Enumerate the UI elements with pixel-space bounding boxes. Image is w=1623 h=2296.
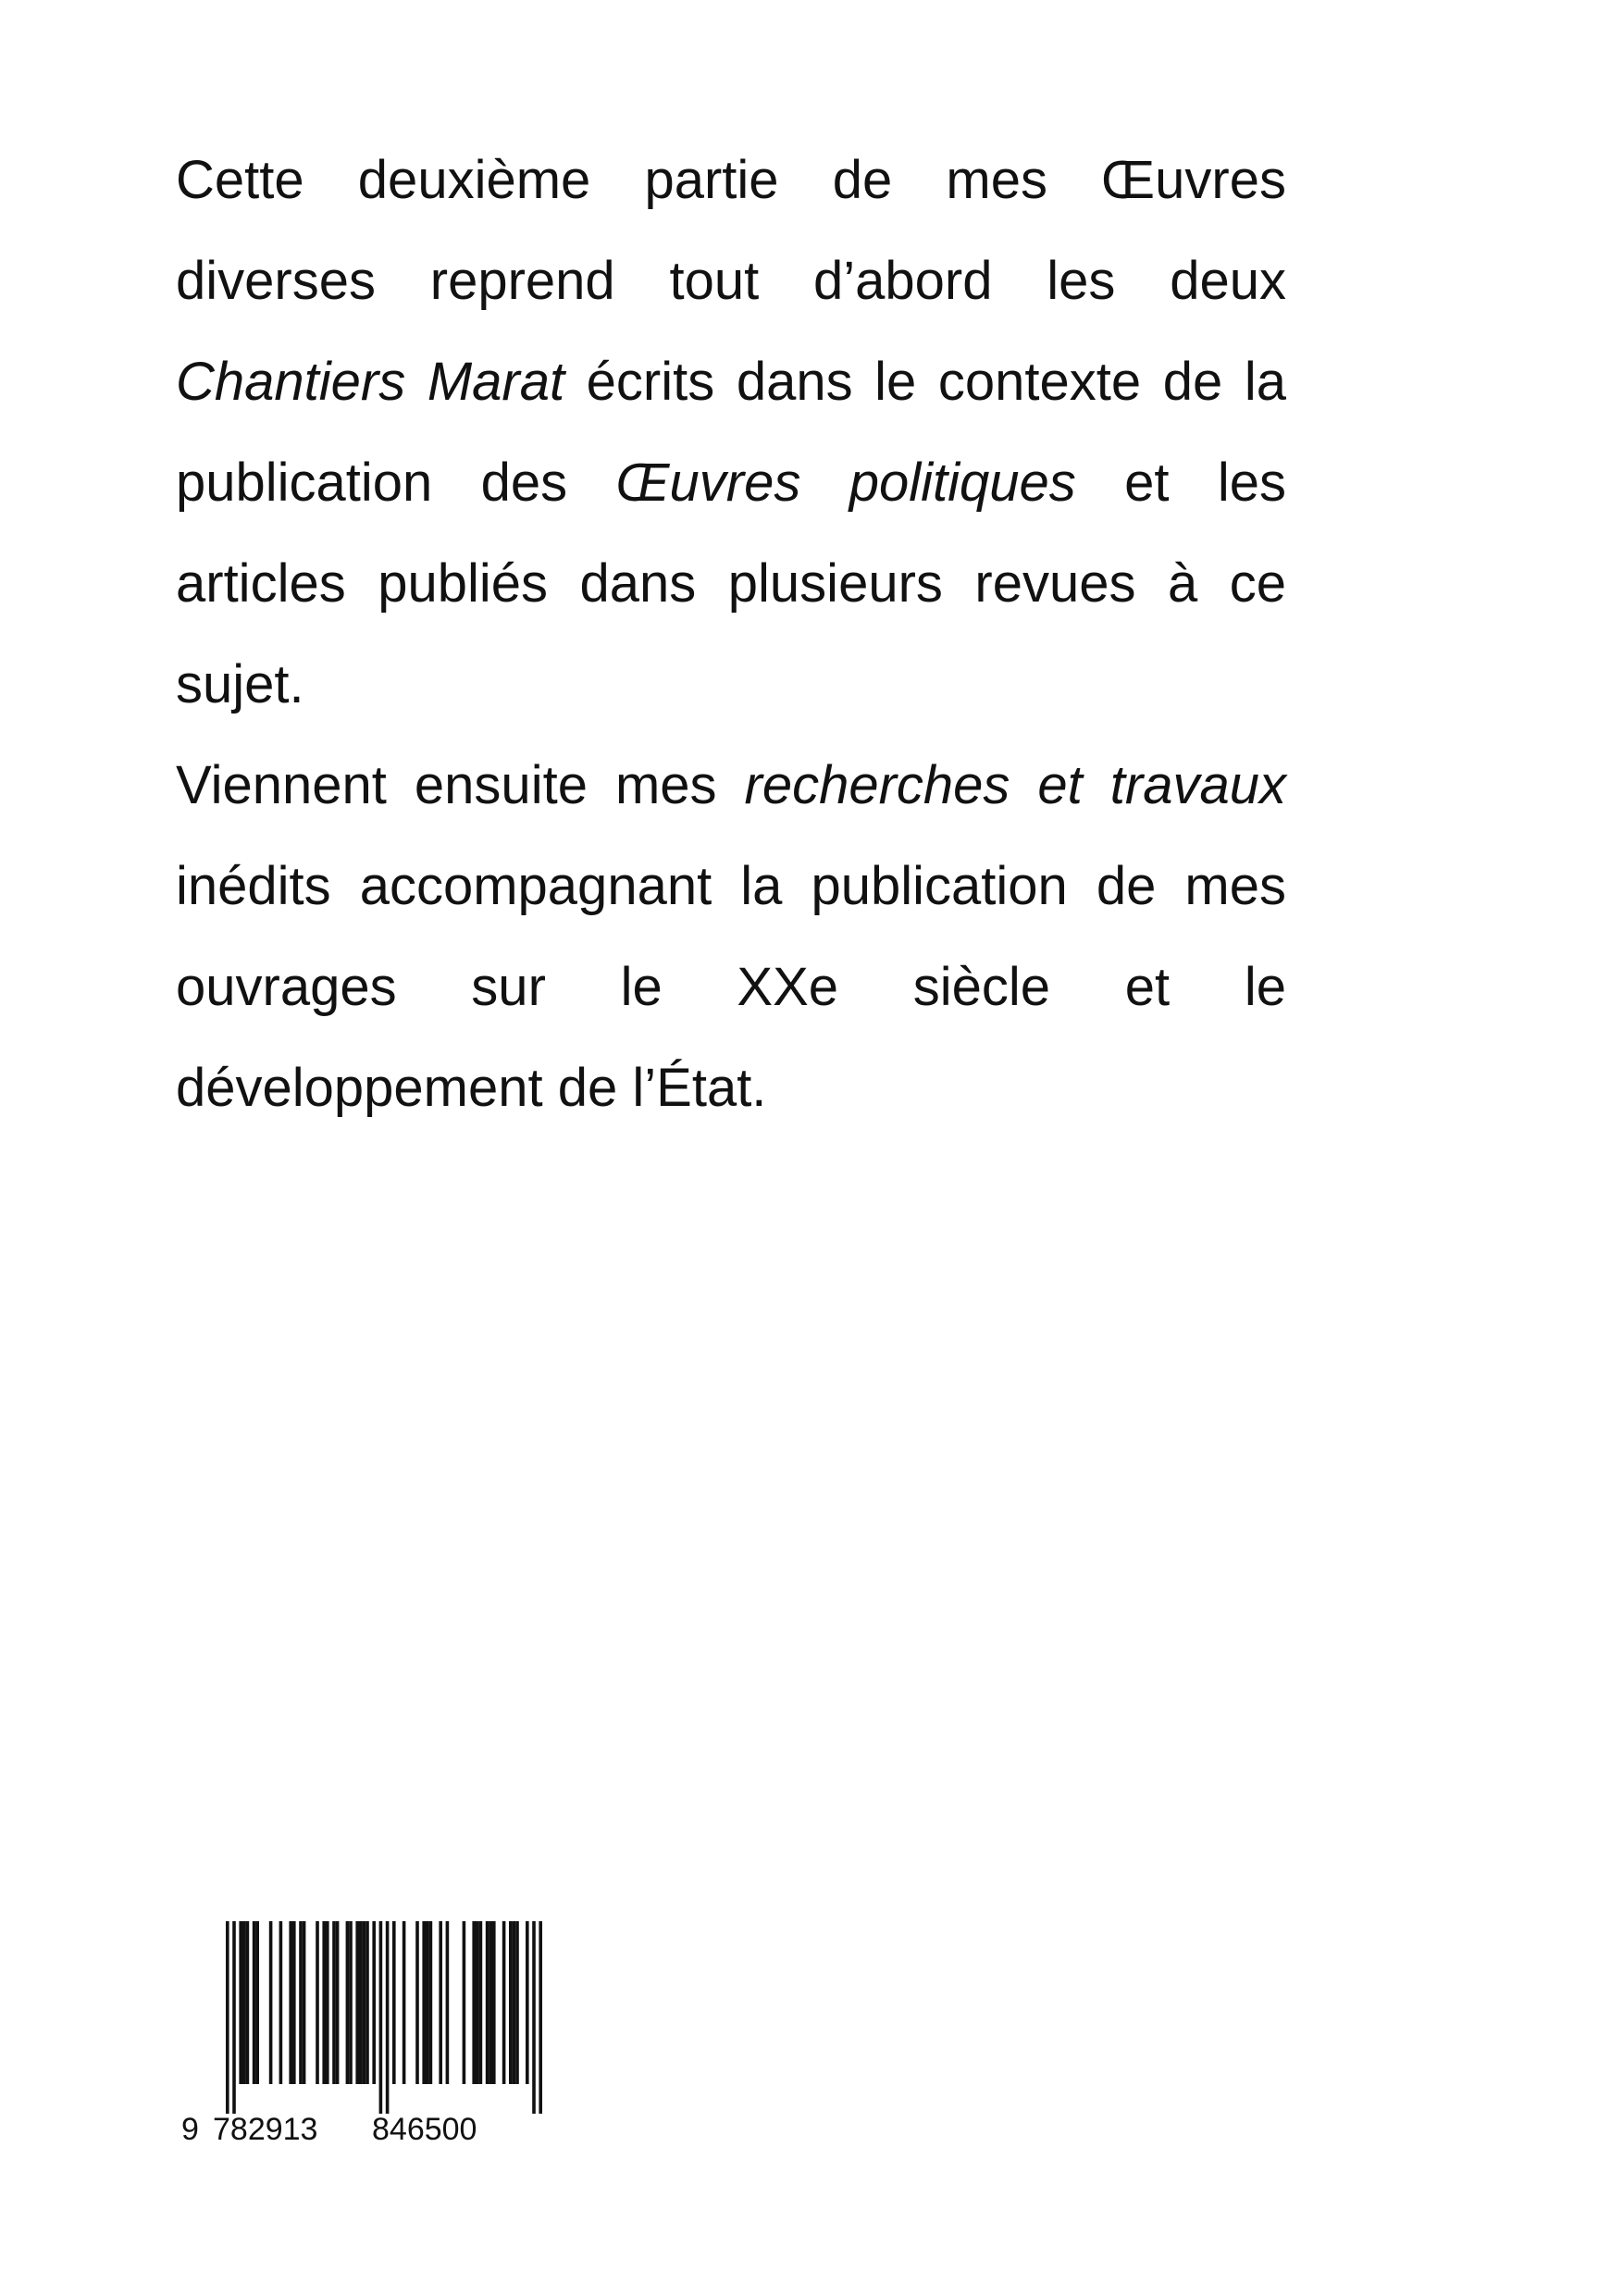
paragraph-1 bbox=[176, 130, 1286, 735]
paragraph-2-text-b: inédits accompagnant la publication de mes ouvrages sur le XXe siècle et le développement de l’État. bbox=[176, 856, 1286, 1118]
barcode-bar bbox=[392, 1921, 396, 2084]
barcode-guard-bar bbox=[226, 1921, 229, 2114]
barcode-bar bbox=[489, 1921, 492, 2084]
barcode-bar bbox=[332, 1921, 336, 2084]
barcode-bar bbox=[355, 1921, 359, 2084]
barcode-bar bbox=[322, 1921, 326, 2084]
barcode-bar bbox=[359, 1921, 363, 2084]
barcode-bar bbox=[426, 1921, 429, 2084]
barcode-digits-right: 846500 bbox=[372, 2112, 477, 2147]
barcode-bar bbox=[239, 1921, 242, 2084]
barcode-graphic bbox=[176, 1917, 542, 2149]
barcode-bar bbox=[316, 1921, 319, 2084]
barcode-bar bbox=[415, 1921, 419, 2084]
barcode-guard-bar bbox=[539, 1921, 542, 2114]
barcode-bar bbox=[365, 1921, 369, 2084]
barcode-guard-bar bbox=[379, 1921, 383, 2114]
barcode-bar bbox=[346, 1921, 350, 2084]
barcode-guard-bar bbox=[386, 1921, 390, 2114]
barcode-guard-bar bbox=[232, 1921, 236, 2114]
barcode-bar bbox=[372, 1921, 376, 2084]
paragraph-1-text-b: écrits dans le contexte de la publication des bbox=[176, 352, 1286, 513]
barcode-bar bbox=[299, 1921, 303, 2084]
barcode-bar bbox=[336, 1921, 340, 2084]
barcode-bars bbox=[226, 1921, 542, 2114]
barcode-bar bbox=[439, 1921, 442, 2084]
barcode-bar bbox=[253, 1921, 256, 2084]
barcode-bar bbox=[292, 1921, 296, 2084]
paragraph-2 bbox=[176, 735, 1286, 1138]
barcode-bar bbox=[422, 1921, 426, 2084]
barcode-bar bbox=[476, 1921, 479, 2084]
barcode-bar bbox=[463, 1921, 466, 2084]
barcode-bar bbox=[486, 1921, 489, 2084]
barcode-bar bbox=[429, 1921, 433, 2084]
back-cover-text bbox=[176, 130, 1286, 1138]
barcode-digits-left: 782913 bbox=[213, 2112, 318, 2147]
barcode-bar bbox=[289, 1921, 292, 2084]
paragraph-1-italic-title-a: Chantiers Marat bbox=[176, 352, 565, 412]
barcode-bar bbox=[509, 1921, 513, 2084]
barcode-bar bbox=[502, 1921, 506, 2084]
barcode-bar bbox=[403, 1921, 406, 2084]
barcode-bar bbox=[492, 1921, 496, 2084]
barcode-bar bbox=[472, 1921, 476, 2084]
paragraph-2-text-a: Viennent ensuite mes bbox=[176, 755, 745, 815]
paragraph-1-text-c: et les articles publiés dans plusieurs revues à ce sujet. bbox=[176, 453, 1286, 714]
barcode-bar bbox=[279, 1921, 283, 2084]
paragraph-1-text-a: Cette deuxième partie de mes Œuvres diverses reprend tout d’abord les deux bbox=[176, 150, 1286, 311]
barcode-bar bbox=[246, 1921, 250, 2084]
paragraph-1-italic-title-b: Œuvres politiques bbox=[615, 453, 1076, 513]
barcode-bar bbox=[446, 1921, 450, 2084]
barcode-bar bbox=[349, 1921, 353, 2084]
barcode-bar bbox=[269, 1921, 273, 2084]
barcode-bar bbox=[479, 1921, 483, 2084]
barcode-bar bbox=[326, 1921, 329, 2084]
paragraph-2-italic-phrase: recherches et travaux bbox=[744, 755, 1286, 815]
barcode-bar bbox=[303, 1921, 306, 2084]
barcode-bar bbox=[526, 1921, 529, 2084]
barcode-bar bbox=[363, 1921, 366, 2084]
barcode-bar bbox=[242, 1921, 246, 2084]
isbn-barcode bbox=[176, 1917, 542, 2149]
barcode-guard-bar bbox=[532, 1921, 536, 2114]
barcode-bar bbox=[255, 1921, 259, 2084]
barcode-bar bbox=[515, 1921, 519, 2084]
barcode-bar bbox=[513, 1921, 516, 2084]
barcode-digit-lead: 9 bbox=[181, 2112, 199, 2147]
